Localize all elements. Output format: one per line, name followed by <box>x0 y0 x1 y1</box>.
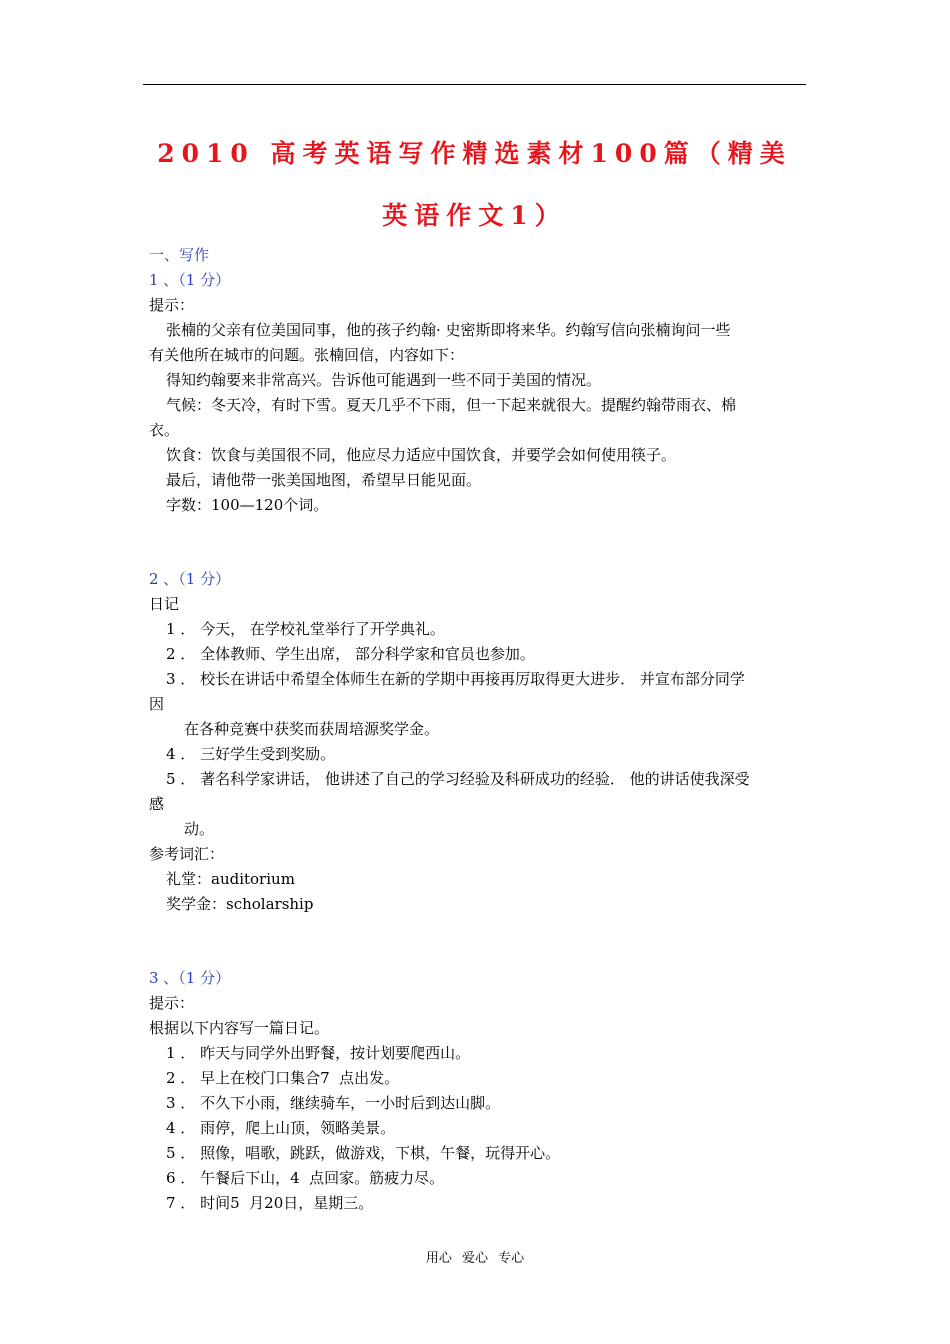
q3-line: 2 ． 早上在校门口集合7 点出发。 <box>166 1069 400 1087</box>
q3-line: 提示： <box>149 994 195 1012</box>
q2-line: 1 ． 今天， 在学校礼堂举行了开学典礼。 <box>166 620 445 638</box>
question-2-number: 2 、（1 分） <box>149 570 231 588</box>
q1-line: 衣。 <box>149 421 180 439</box>
q2-line: 礼堂：auditorium <box>166 870 295 888</box>
q2-line: 因 <box>149 695 165 713</box>
q3-line: 1 ． 昨天与同学外出野餐，按计划要爬西山。 <box>166 1044 471 1062</box>
q1-line: 张楠的父亲有位美国同事，他的孩子约翰· 史密斯即将来华。约翰写信向张楠询问一些 <box>166 321 731 339</box>
q3-line: 7 ． 时间5 月20日，星期三。 <box>166 1194 374 1212</box>
q3-line: 5 ． 照像，唱歌，跳跃，做游戏，下棋，午餐，玩得开心。 <box>166 1144 561 1162</box>
q1-line: 提示： <box>149 296 195 314</box>
q1-line: 有关他所在城市的问题。张楠回信，内容如下： <box>149 346 465 364</box>
q3-line: 4 ． 雨停，爬上山顶，领略美景。 <box>166 1119 396 1137</box>
q1-line: 得知约翰要来非常高兴。告诉他可能遇到一些不同于美国的情况。 <box>166 371 602 389</box>
q1-line: 字数：100—120个词。 <box>166 496 329 514</box>
q1-line: 饮食：饮食与美国很不同，他应尽力适应中国饮食，并要学会如何使用筷子。 <box>166 446 677 464</box>
q1-line: 气候：冬天冷，有时下雪。夏天几乎不下雨，但一下起来就很大。提醒约翰带雨衣、棉 <box>166 396 737 414</box>
q3-line: 6 ． 午餐后下山，4 点回家。筋疲力尽。 <box>166 1169 445 1187</box>
q2-line: 感 <box>149 795 165 813</box>
q2-line: 3 ． 校长在讲话中希望全体师生在新的学期中再接再厉取得更大进步． 并宣布部分同学 <box>166 670 745 688</box>
q2-line: 奖学金：scholarship <box>166 895 314 913</box>
q2-line: 参考词汇： <box>149 845 225 863</box>
q3-line: 3 ． 不久下小雨，继续骑车，一小时后到达山脚。 <box>166 1094 501 1112</box>
q2-line: 日记 <box>149 595 180 613</box>
q2-line: 5 ． 著名科学家讲话， 他讲述了自己的学习经验及科研成功的经验． 他的讲话使我深受 <box>166 770 750 788</box>
q2-line: 在各种竞赛中获奖而获周培源奖学金。 <box>184 720 440 738</box>
document-body <box>149 243 805 1216</box>
page-footer: 用心 爱心 专心 <box>425 1251 525 1266</box>
q1-line: 最后，请他带一张美国地图，希望早日能见面。 <box>166 471 482 489</box>
q2-line: 2 ． 全体教师、学生出席， 部分科学家和官员也参加。 <box>166 645 535 663</box>
doc-title-line-1: 2010 高考英语写作精选素材100篇（精美 <box>157 139 792 168</box>
q3-line: 根据以下内容写一篇日记。 <box>149 1019 330 1037</box>
header-rule <box>143 84 806 85</box>
q2-line: 4 ． 三好学生受到奖励。 <box>166 745 336 763</box>
q2-line: 动。 <box>184 820 215 838</box>
question-3-number: 3 、（1 分） <box>149 969 231 987</box>
doc-title-line-2: 英语作文1） <box>382 201 567 230</box>
question-1-number: 1 、（1 分） <box>149 271 231 289</box>
section-label: 一、写作 <box>149 246 210 264</box>
